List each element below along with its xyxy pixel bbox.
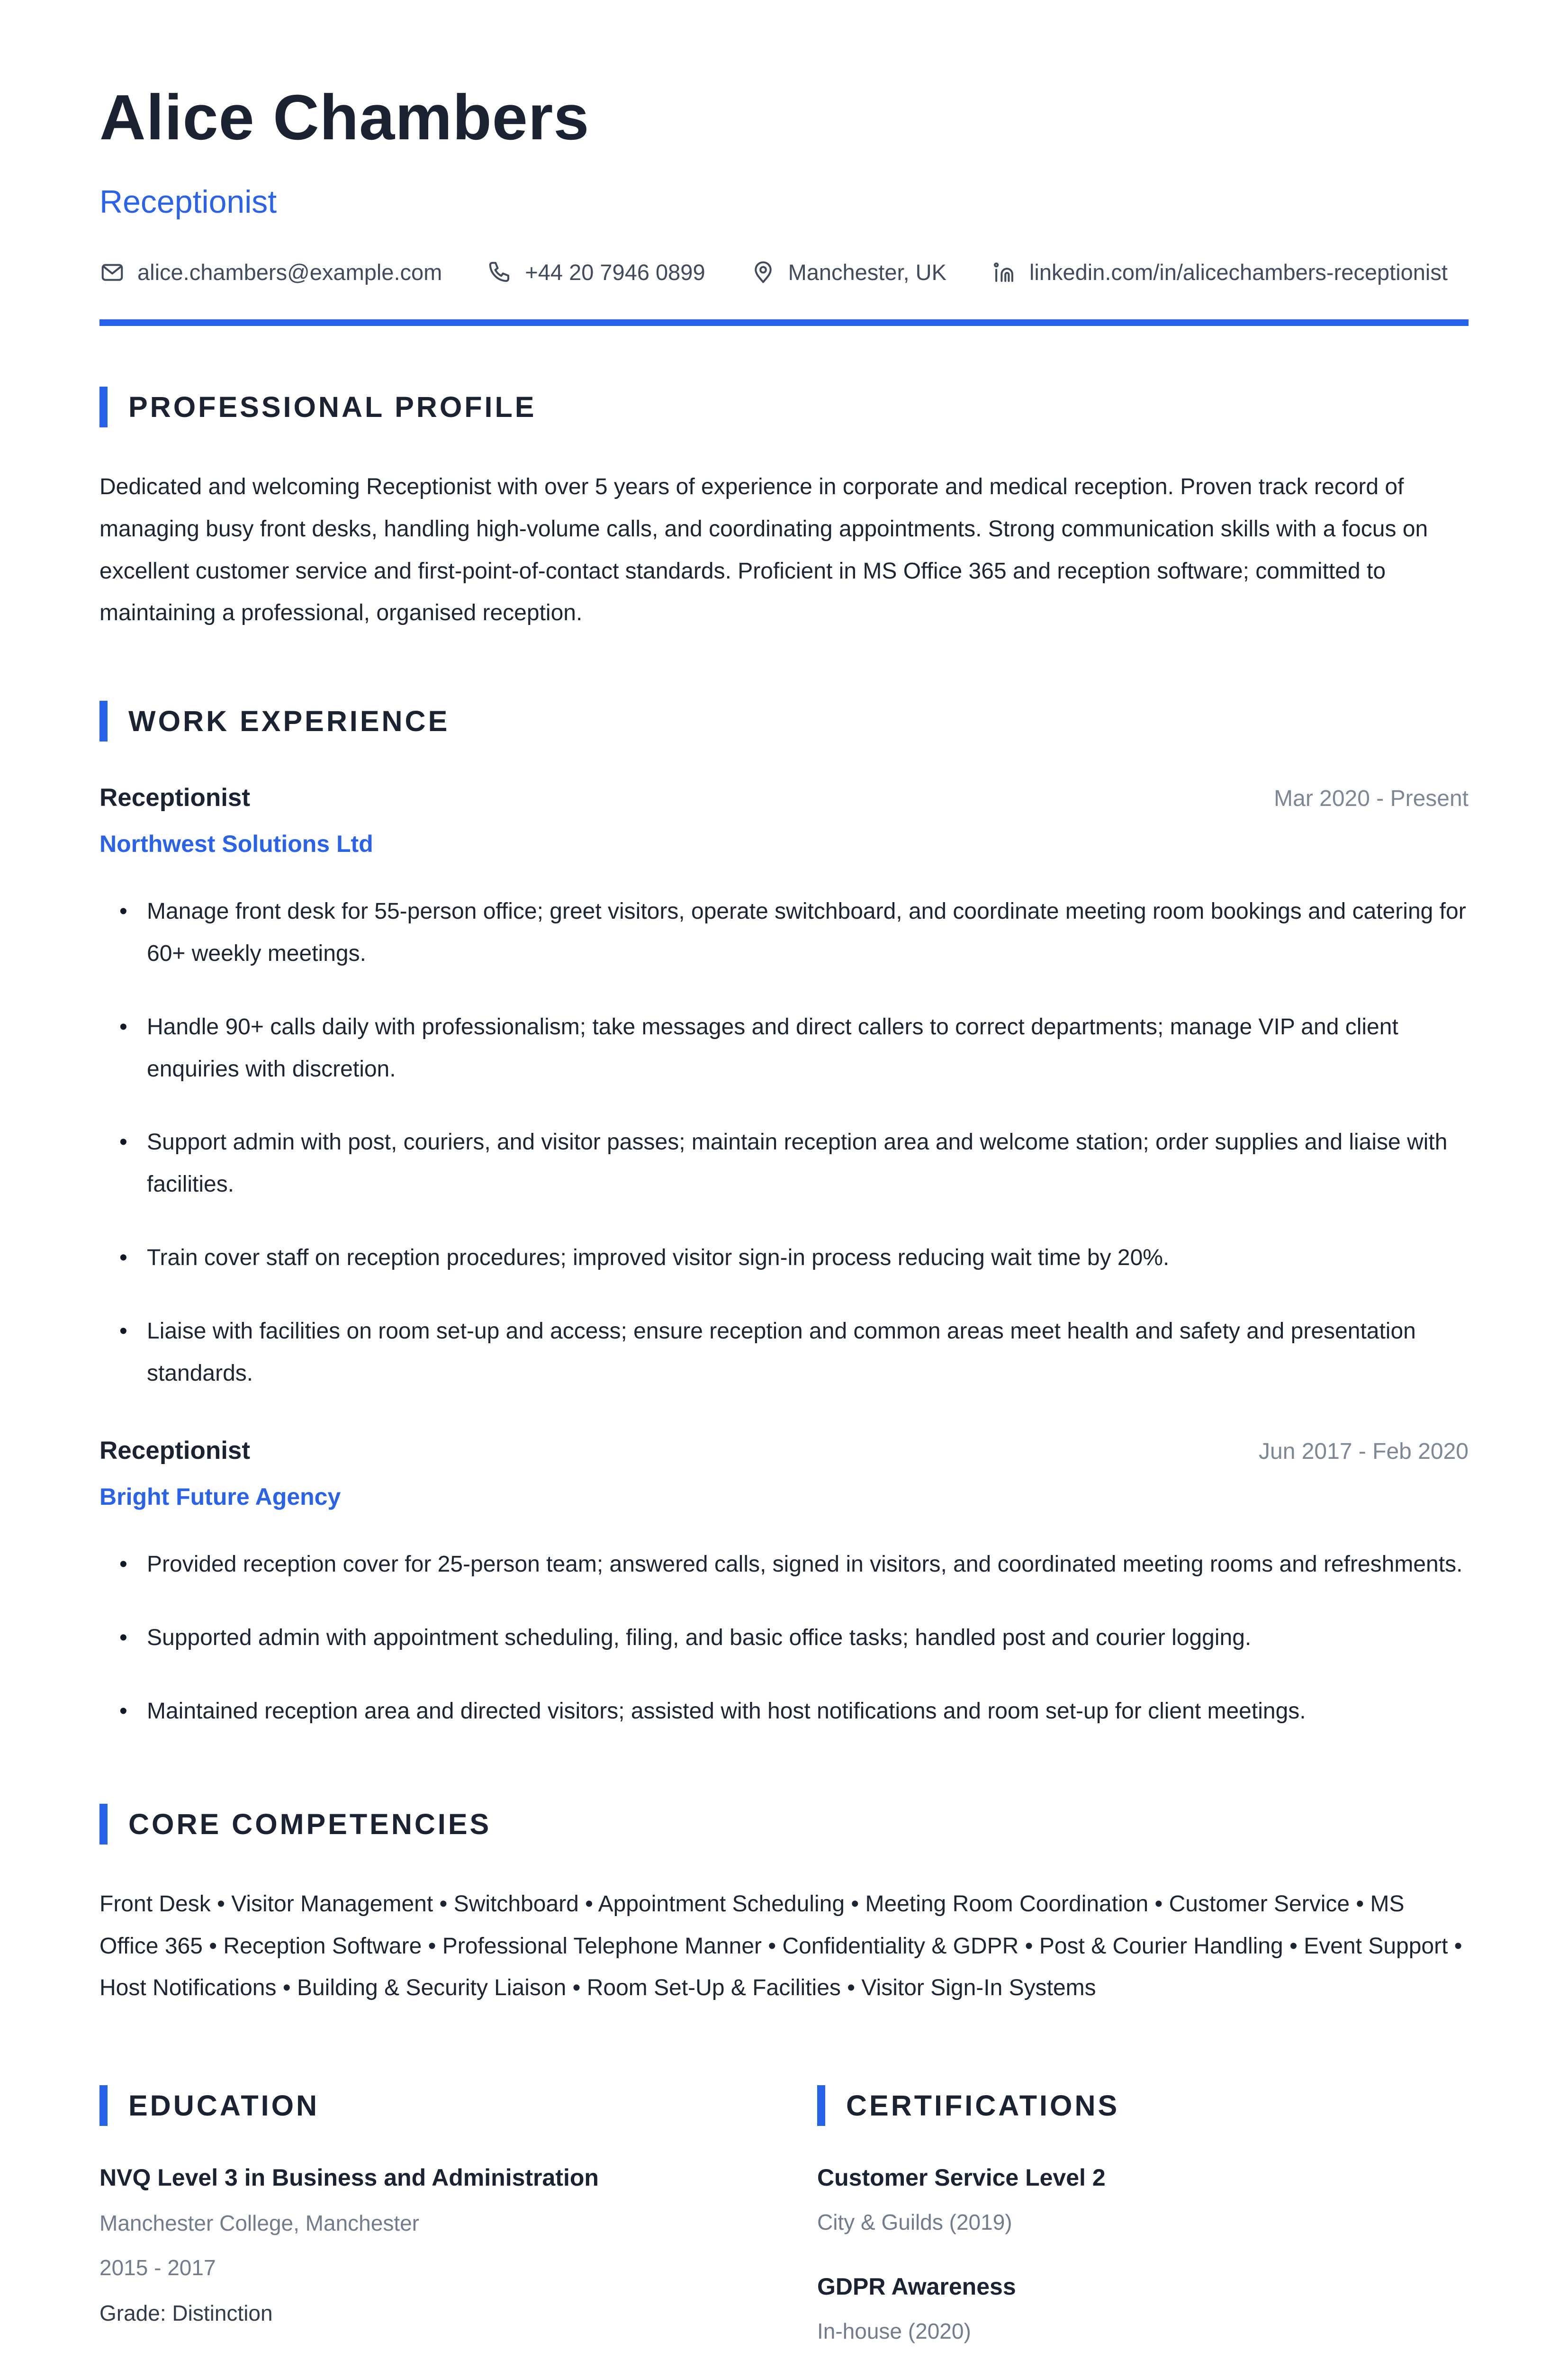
job-head (99, 1436, 1469, 1465)
job-bullet: • Supported admin with appointment scheduling, filing, and basic office tasks; handled post and courier logging. (99, 1617, 1469, 1659)
certifications-heading-text: CERTIFICATIONS (846, 2089, 1120, 2122)
contact-location-text: Manchester, UK (788, 260, 946, 285)
job-dates: Jun 2017 - Feb 2020 (1259, 1439, 1469, 1465)
contact-linkedin (991, 259, 1448, 285)
contact-phone (487, 259, 705, 285)
education-school: Manchester College, Manchester (99, 2211, 419, 2236)
job-dates: Mar 2020 - Present (1274, 786, 1469, 812)
certifications-heading (817, 2085, 1469, 2126)
education-grade: Grade: Distinction (99, 2301, 273, 2326)
job-entry (99, 1436, 1469, 1732)
accent-bar (99, 1804, 108, 1845)
contact-email (99, 259, 442, 285)
job-bullet: • Train cover staff on reception procedures; improved visitor sign-in process reducing wait time by 20%. (99, 1237, 1469, 1279)
job-company: Northwest Solutions Ltd (99, 831, 373, 858)
education-degree: NVQ Level 3 in Business and Administration (99, 2164, 599, 2191)
section-core-competencies (99, 1804, 1469, 2009)
accent-bar (99, 387, 108, 427)
job-bullet: • Liaise with facilities on room set-up and access; ensure reception and common areas meet health and safety and presentation standards. (99, 1311, 1469, 1395)
section-education (99, 2085, 751, 2344)
accent-bar (99, 701, 108, 741)
phone-icon (487, 260, 513, 285)
job-bullet: • Handle 90+ calls daily with professionalism; take messages and direct callers to correct departments; manage VIP and client enquiries with discretion. (99, 1006, 1469, 1091)
section-work-experience (99, 701, 1469, 1733)
person-title: Receptionist (99, 184, 277, 220)
experience-heading (99, 701, 1469, 741)
certification-item (817, 2164, 1469, 2235)
contact-linkedin-text: linkedin.com/in/alicechambers-receptionist (1029, 260, 1448, 285)
contact-phone-text: +44 20 7946 0899 (525, 260, 705, 285)
job-bullets (99, 1544, 1469, 1732)
certification-issuer: In-house (2020) (817, 2319, 971, 2344)
education-years: 2015 - 2017 (99, 2255, 216, 2280)
contact-email-text: alice.chambers@example.com (137, 260, 442, 285)
email-icon (99, 260, 125, 285)
job-bullet: • Provided reception cover for 25-person team; answered calls, signed in visitors, and coordinated meeting rooms and refreshments. (99, 1544, 1469, 1586)
job-head (99, 783, 1469, 812)
accent-bar (99, 2085, 108, 2126)
education-item (99, 2164, 751, 2326)
linkedin-icon (991, 260, 1017, 285)
job-company: Bright Future Agency (99, 1483, 341, 1510)
profile-heading-text: PROFESSIONAL PROFILE (128, 391, 537, 423)
certification-title: GDPR Awareness (817, 2273, 1016, 2300)
accent-bar (817, 2085, 825, 2126)
profile-text: Dedicated and welcoming Receptionist with over 5 years of experience in corporate and medical reception. Proven track record of managing busy front desks, handling high-volume calls, and coordinating appointments. Strong communication skills with a focus on excellent customer service and first-point-of-contact standards. Proficient in MS Office 365 and reception software; committed to maintaining a professional, organised reception. (99, 474, 1428, 626)
education-heading-text: EDUCATION (128, 2089, 320, 2122)
job-entry (99, 783, 1469, 1394)
bottom-columns (99, 2085, 1469, 2344)
profile-heading (99, 387, 1469, 427)
contact-location (750, 259, 946, 285)
person-name: Alice Chambers (99, 81, 590, 153)
education-heading (99, 2085, 751, 2126)
certification-item (817, 2273, 1469, 2344)
competencies-heading (99, 1804, 1469, 1845)
section-professional-profile (99, 387, 1469, 634)
job-bullet: • Manage front desk for 55-person office; greet visitors, operate switchboard, and coordinate meeting room bookings and catering for 60+ weekly meetings. (99, 891, 1469, 975)
header-divider (99, 319, 1469, 326)
job-role: Receptionist (99, 784, 251, 812)
certification-title: Customer Service Level 2 (817, 2164, 1106, 2191)
contact-row (99, 259, 1469, 285)
competencies-text: Front Desk • Visitor Management • Switchboard • Appointment Scheduling • Meeting Room Coordination • Customer Service • MS Office 365 • Reception Software • Professional Telephone Manner • Confidentiality & GDPR • Post & Courier Handling • Event Support • Host Notifications • Building & Security Liaison • Room Set-Up & Facilities • Visitor Sign-In Systems (99, 1891, 1462, 2001)
job-bullet: • Maintained reception area and directed visitors; assisted with host notifications and room set-up for client meetings. (99, 1691, 1469, 1733)
certification-issuer: City & Guilds (2019) (817, 2210, 1012, 2235)
job-bullet: • Support admin with post, couriers, and visitor passes; maintain reception area and welcome station; order supplies and liaise with facilities. (99, 1121, 1469, 1206)
location-icon (750, 260, 776, 285)
section-certifications (817, 2085, 1469, 2344)
job-role: Receptionist (99, 1437, 251, 1465)
job-bullets (99, 891, 1469, 1394)
header (99, 81, 1469, 326)
experience-heading-text: WORK EXPERIENCE (128, 705, 450, 738)
competencies-heading-text: CORE COMPETENCIES (128, 1808, 492, 1840)
